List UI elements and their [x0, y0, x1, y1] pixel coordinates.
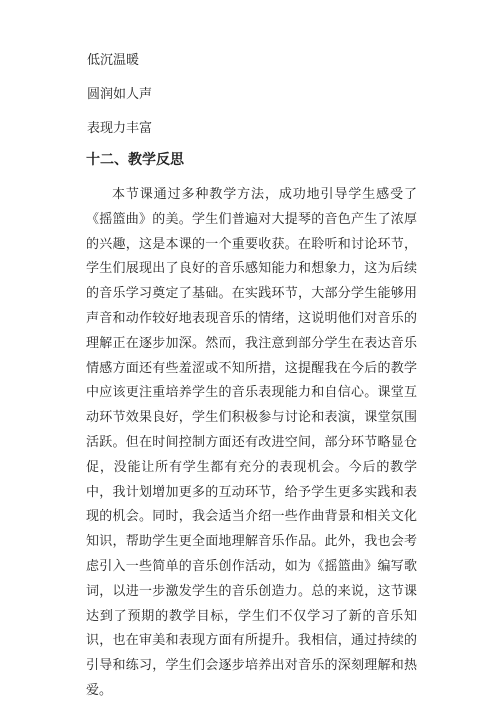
list-item: 低沉温暖 — [87, 53, 140, 68]
feature-list — [87, 52, 427, 154]
body-paragraph: 本节课通过多种教学方法，成功地引导学生感受了《摇篮曲》的美。学生们普遍对大提琴的音色产生了浓厚的兴趣，这是本课的一个重要收获。在聆听和讨论环节，学生们展现出了良好的音乐感知能力和想象力，这为后续的音乐学习奠定了基础。在实践环节，大部分学生能够用声音和动作较好地表现音乐的情绪，这说明他们对音乐的理解正在逐步加深。然而，我注意到部分学生在表达音乐情感方面还有些羞涩或不知所措，这提醒我在今后的教学中应该更注重培养学生的音乐表现能力和自信心。课堂互动环节效果良好，学生们积极参与讨论和表演，课堂氛围活跃。但在时间控制方面还有改进空间，部分环节略显仓促，没能让所有学生都有充分的表现机会。今后的教学中，我计划增加更多的互动环节，给予学生更多实践和表现的机会。同时，我会适当介绍一些作曲背景和相关文化知识，帮助学生更全面地理解音乐作品。此外，我也会考虑引入一些简单的音乐创作活动，如为《摇篮曲》编写歌词，以进一步激发学生的音乐创造力。总的来说，这节课达到了预期的教学目标，学生们不仅学习了新的音乐知识，也在审美和表现方面有所提升。我相信，通过持续的引导和练习，学生们会逐步培养出对音乐的深刻理解和热爱。 — [86, 187, 417, 698]
list-item: 表现力丰富 — [87, 121, 153, 136]
section-heading: 十二、教学反思 — [86, 152, 184, 168]
list-item: 圆润如人声 — [87, 87, 153, 102]
